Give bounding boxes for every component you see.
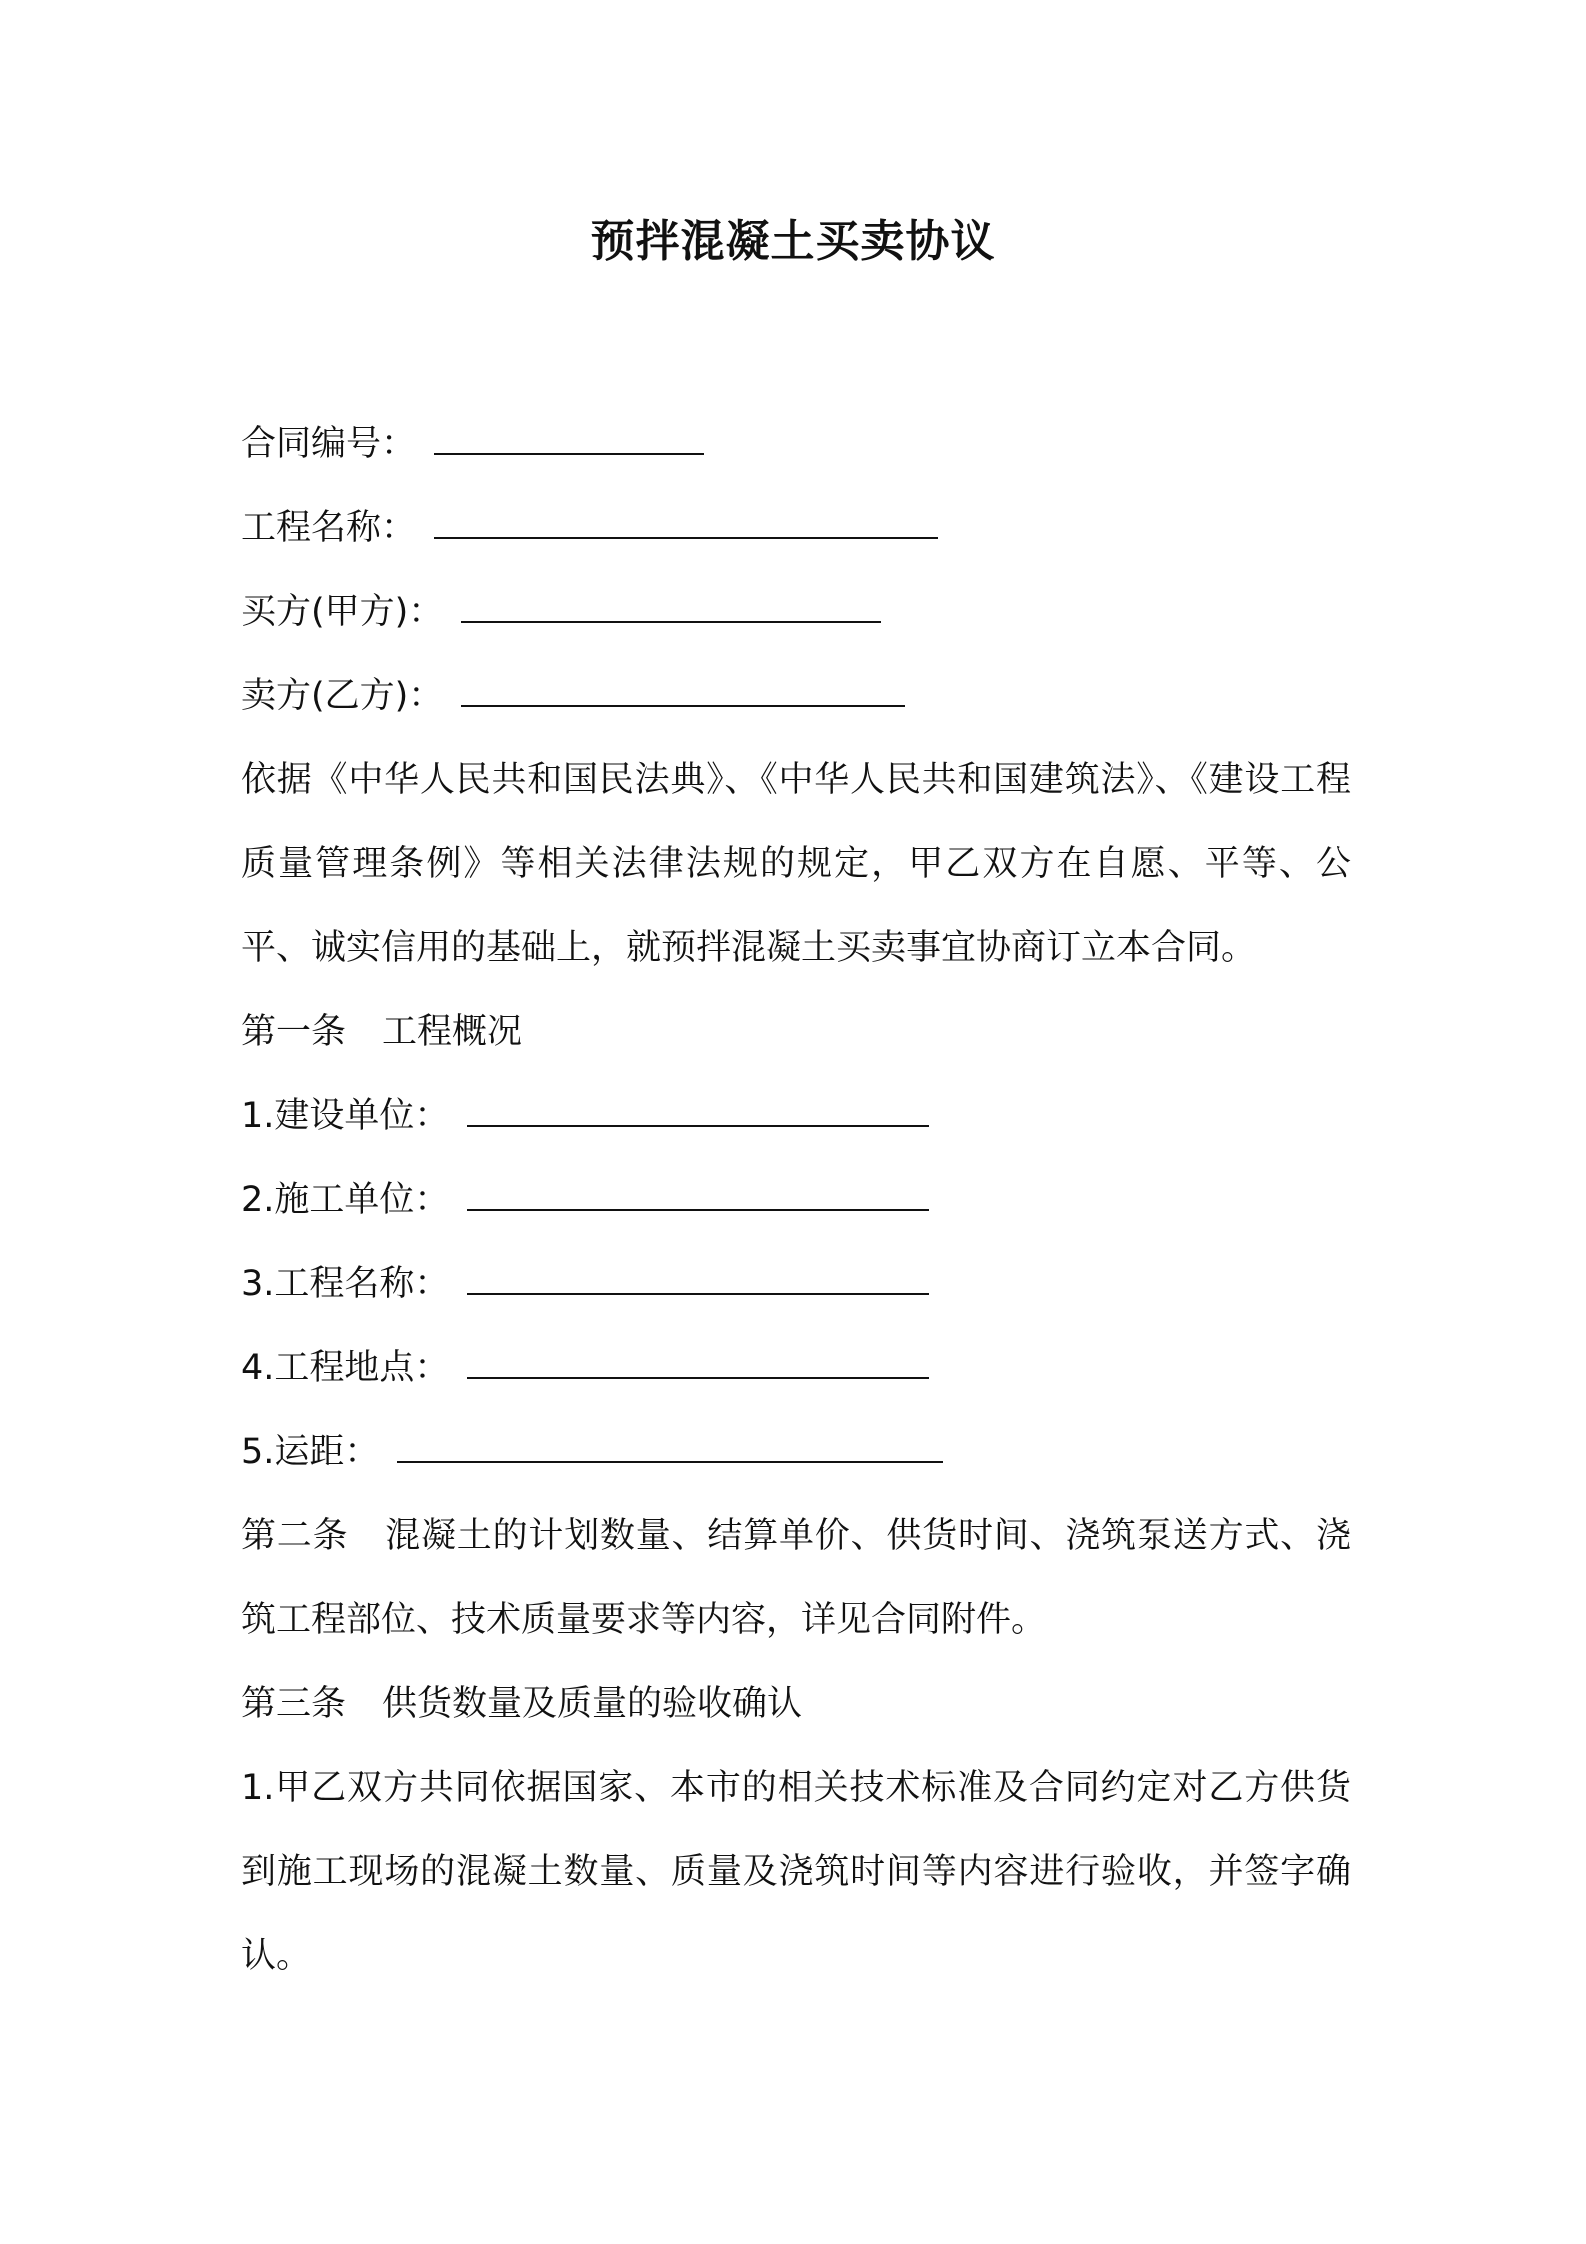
article2-paragraph xyxy=(241,1494,1351,1662)
project-name-blank[interactable] xyxy=(434,505,938,539)
article1-item-label: 4.工程地点： xyxy=(241,1348,450,1388)
buyer-blank[interactable] xyxy=(461,589,881,623)
project-name-label: 工程名称： xyxy=(241,508,417,548)
article3-item: 1.甲乙双方共同依据国家、本市的相关技术标准及合同约定对乙方供货到施工现场的混凝土数量、质量及浇筑时间等内容进行验收，并签字确认。 xyxy=(241,1768,1351,1976)
seller-blank[interactable] xyxy=(461,673,905,707)
distance-blank[interactable] xyxy=(397,1429,943,1463)
intro-paragraph: 依据《中华人民共和国民法典》、《中华人民共和国建筑法》、《建设工程质量管理条例》等相关法律法规的规定，甲乙双方在自愿、平等、公平、诚实信用的基础上，就预拌混凝土买卖事宜协商订立本合同。 xyxy=(241,760,1351,968)
article1-number: 第一条 xyxy=(241,1012,347,1052)
article1-item xyxy=(241,1410,1351,1494)
seller-row xyxy=(241,654,1351,738)
article1-item-label: 3.工程名称： xyxy=(241,1264,450,1304)
article2-number: 第二条 xyxy=(241,1516,349,1556)
article2-text: 混凝土的计划数量、结算单价、供货时间、浇筑泵送方式、浇筑工程部位、技术质量要求等内容，详见合同附件。 xyxy=(241,1516,1351,1640)
buyer-row xyxy=(241,570,1351,654)
article1-item-label: 2.施工单位： xyxy=(241,1180,450,1220)
article1-title: 工程概况 xyxy=(382,1012,523,1052)
buyer-label: 买方(甲方)： xyxy=(241,592,444,632)
article1-item xyxy=(241,1158,1351,1242)
project-location-blank[interactable] xyxy=(467,1345,929,1379)
article3-title: 供货数量及质量的验收确认 xyxy=(382,1684,803,1724)
construction-unit-blank[interactable] xyxy=(467,1093,929,1127)
contract-no-blank[interactable] xyxy=(434,421,704,455)
project-name-row xyxy=(241,486,1351,570)
article1-item-label: 1.建设单位： xyxy=(241,1096,450,1136)
contract-no-label: 合同编号： xyxy=(241,424,417,464)
article3-number: 第三条 xyxy=(241,1684,347,1724)
article1-item-label: 5.运距： xyxy=(241,1432,380,1472)
article1-item xyxy=(241,1242,1351,1326)
document-title: 预拌混凝土买卖协议 xyxy=(590,216,996,267)
document-body xyxy=(241,402,1351,1998)
seller-label: 卖方(乙方)： xyxy=(241,676,444,716)
article1-item xyxy=(241,1326,1351,1410)
article1-heading xyxy=(241,990,1351,1074)
article3-heading xyxy=(241,1662,1351,1746)
contractor-unit-blank[interactable] xyxy=(467,1177,929,1211)
project-name-2-blank[interactable] xyxy=(467,1261,929,1295)
contract-no-row xyxy=(241,402,1351,486)
article1-item xyxy=(241,1074,1351,1158)
